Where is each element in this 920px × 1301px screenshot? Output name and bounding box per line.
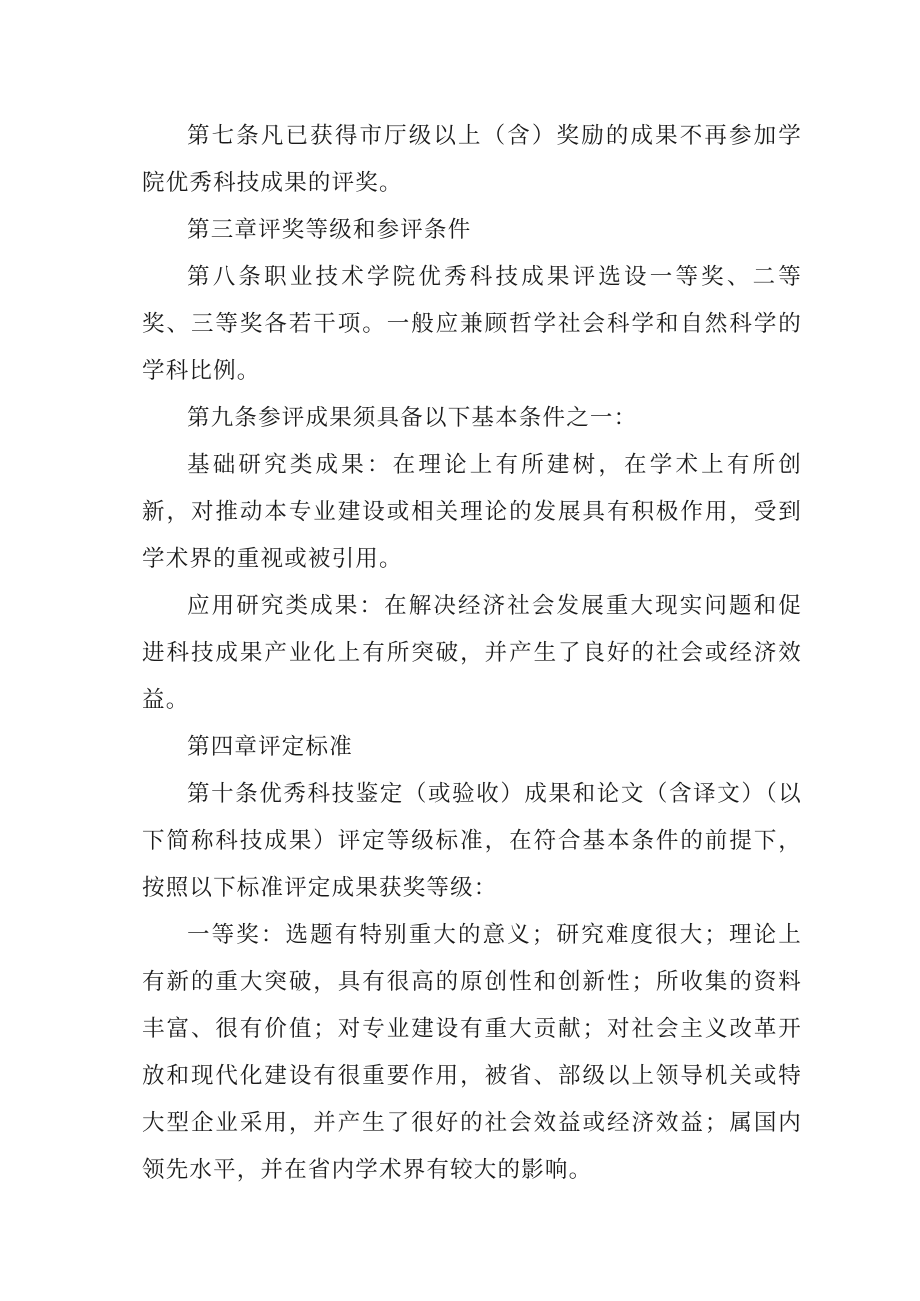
chapter-3-heading: 第三章评奖等级和参评条件 <box>187 217 472 243</box>
chapter-4-heading: 第四章评定标准 <box>187 734 353 760</box>
basic-research-paragraph: 基础研究类成果：在理论上有所建树，在学术上有所创新，对推动本专业建设或相关理论的发展具有积极作用，受到学术界的重视或被引用。 <box>142 452 802 572</box>
article-7-paragraph: 第七条凡已获得市厅级以上（含）奖励的成果不再参加学院优秀科技成果的评奖。 <box>142 123 802 196</box>
applied-research-paragraph: 应用研究类成果：在解决经济社会发展重大现实问题和促进科技成果产业化上有所突破，并产生了良好的社会或经济效益。 <box>142 593 802 713</box>
article-9-paragraph: 第九条参评成果须具备以下基本条件之一： <box>187 405 638 431</box>
article-10-paragraph: 第十条优秀科技鉴定（或验收）成果和论文（含译文）（以下简称科技成果）评定等级标准，在符合基本条件的前提下，按照以下标准评定成果获奖等级： <box>142 781 802 901</box>
article-8-paragraph: 第八条职业技术学院优秀科技成果评选设一等奖、二等奖、三等奖各若干项。一般应兼顾哲学社会科学和自然科学的学科比例。 <box>142 264 802 384</box>
first-prize-paragraph: 一等奖：选题有特别重大的意义；研究难度很大；理论上有新的重大突破，具有很高的原创性和创新性；所收集的资料丰富、很有价值；对专业建设有重大贡献；对社会主义改革开放和现代化建设有很重要作用，被省、部级以上领导机关或特大型企业采用，并产生了很好的社会效益或经济效益；属国内领先水平，并在省内学术界有较大的影响。 <box>142 922 802 1183</box>
document-body <box>142 113 802 1194</box>
